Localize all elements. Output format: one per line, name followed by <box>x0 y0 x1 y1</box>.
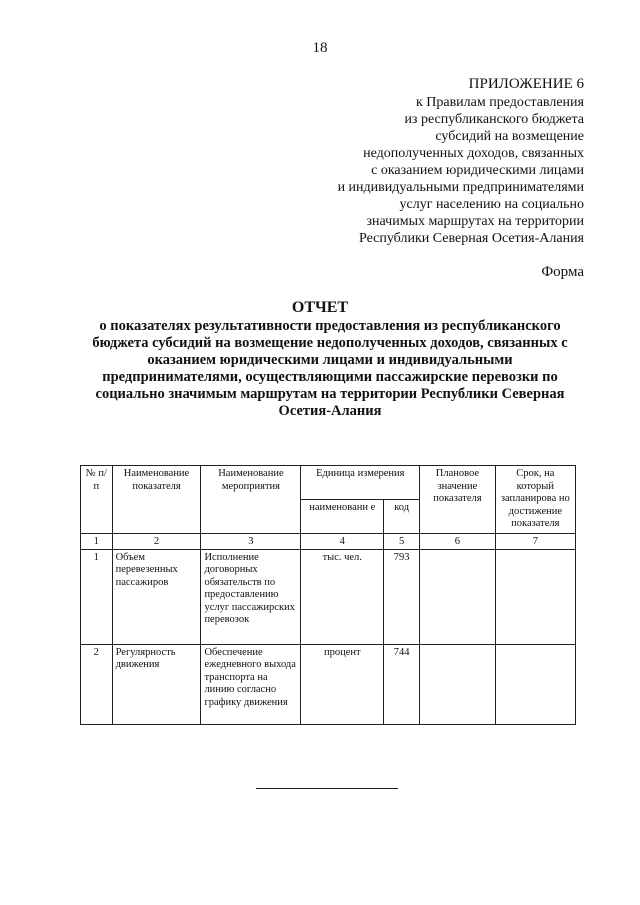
appendix-title: ПРИЛОЖЕНИЕ 6 <box>468 76 584 92</box>
index-cell: 6 <box>420 533 495 549</box>
header-unit-group: Единица измерения <box>301 466 420 500</box>
cell-unit-code: 744 <box>384 644 420 724</box>
header-unit-code: код <box>384 499 420 533</box>
index-cell: 1 <box>81 533 113 549</box>
cell-indicator: Регулярность движения <box>112 644 201 724</box>
appendix-line: Республики Северная Осетия-Алания <box>359 231 584 246</box>
appendix-line: услуг населению на социально <box>399 197 584 212</box>
header-deadline: Срок, на который запланирова но достижение показателя <box>495 466 575 534</box>
cell-unit-name: тыс. чел. <box>301 549 384 644</box>
cell-unit-code: 793 <box>384 549 420 644</box>
table-header-row <box>81 466 576 500</box>
cell-unit-name: процент <box>301 644 384 724</box>
bottom-rule <box>256 788 398 789</box>
report-subtitle: о показателях результативности предоставления из республиканского бюджета субсидий на возмещение недополученных доходов, связанных с оказанием юридическими лицами и индивидуальными предпринимателями, осуществляющими пассажирские перевозки по социально значимым маршрутам на территории Республики Северная Осетия-Алания <box>92 318 568 419</box>
appendix-line: субсидий на возмещение <box>435 129 584 144</box>
cell-deadline <box>495 549 575 644</box>
appendix-line: недополученных доходов, связанных <box>363 146 584 161</box>
appendix-line: и индивидуальными предпринимателями <box>337 180 584 195</box>
cell-deadline <box>495 644 575 724</box>
index-cell: 4 <box>301 533 384 549</box>
appendix-block <box>284 76 584 247</box>
page-number: 18 <box>312 40 328 56</box>
cell-num: 2 <box>81 644 113 724</box>
table-row <box>81 644 576 724</box>
appendix-line: к Правилам предоставления <box>415 95 584 110</box>
header-indicator: Наименование показателя <box>112 466 201 534</box>
cell-indicator: Объем перевезенных пассажиров <box>112 549 201 644</box>
appendix-line: из республиканского бюджета <box>404 112 584 127</box>
index-cell: 2 <box>112 533 201 549</box>
appendix-line: с оказанием юридическими лицами <box>371 163 584 178</box>
header-activity: Наименование мероприятия <box>201 466 301 534</box>
report-title: ОТЧЕТ <box>291 299 349 316</box>
cell-activity: Исполнение договорных обязательств по предоставлению услуг пассажирских перевозок <box>201 549 301 644</box>
header-num: № п/п <box>81 466 113 534</box>
index-row <box>81 533 576 549</box>
index-cell: 3 <box>201 533 301 549</box>
header-planned: Плановое значение показателя <box>420 466 495 534</box>
cell-planned <box>420 549 495 644</box>
appendix-line: значимых маршрутах на территории <box>366 214 584 229</box>
cell-num: 1 <box>81 549 113 644</box>
header-unit-name: наименовани е <box>301 499 384 533</box>
cell-activity: Обеспечение ежедневного выхода транспорта на линию согласно графику движения <box>201 644 301 724</box>
index-cell: 7 <box>495 533 575 549</box>
cell-planned <box>420 644 495 724</box>
index-cell: 5 <box>384 533 420 549</box>
form-label: Форма <box>541 264 584 280</box>
table-row <box>81 549 576 644</box>
report-table <box>80 465 576 725</box>
